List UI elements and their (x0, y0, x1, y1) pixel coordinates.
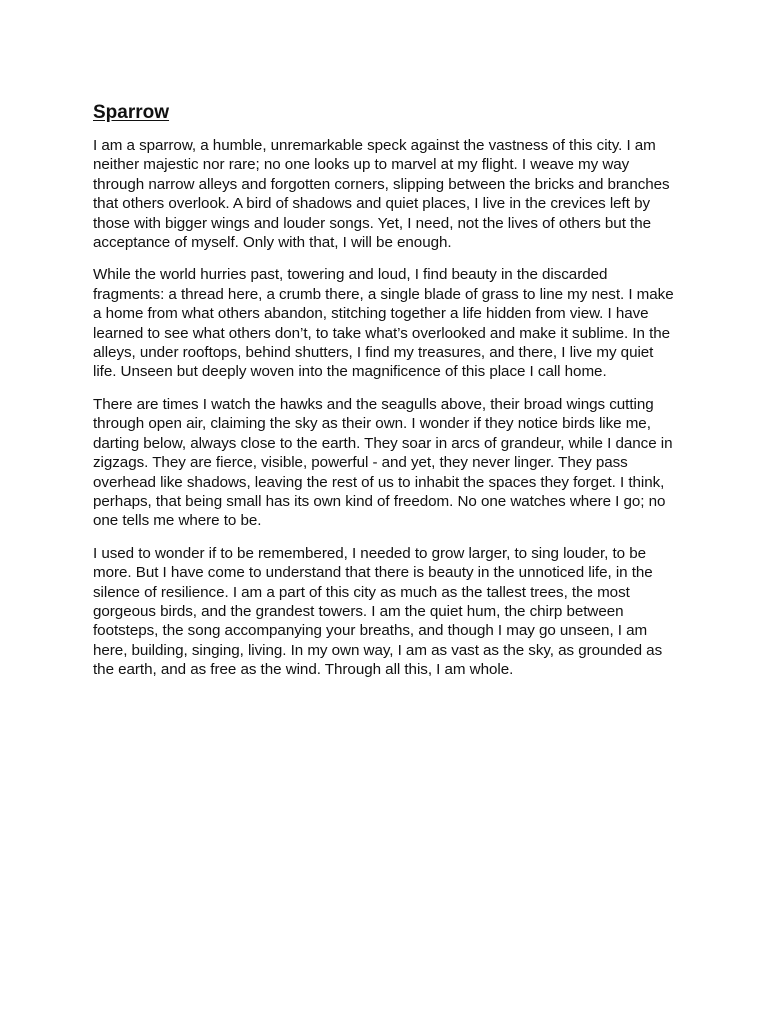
document-page (93, 102, 676, 693)
document-title: Sparrow (93, 102, 170, 123)
paragraph-1: I am a sparrow, a humble, unremarkable speck against the vastness of this city. I am neither majestic nor rare; no one looks up to marvel at my flight. I weave my way through narrow alleys and forgotten corners, slipping between the bricks and branches that others overlook. A bird of shadows and quiet places, I live in the crevices left by those with bigger wings and louder songs. Yet, I need, not the lives of others but the acceptance of myself. Only with that, I will be enough. (93, 137, 670, 252)
paragraph-3: There are times I watch the hawks and the seagulls above, their broad wings cutting through open air, claiming the sky as their own. I wonder if they notice birds like me, darting below, always close to the earth. They soar in arcs of grandeur, while I dance in zigzags. They are fierce, visible, powerful - and yet, they never linger. They pass overhead like shadows, leaving the rest of us to inhabit the spaces they forget. I think, perhaps, that being small has its own kind of freedom. No one watches where I go; no one tells me where to be. (93, 395, 673, 530)
paragraph-2: While the world hurries past, towering and loud, I find beauty in the discarded fragments: a thread here, a crumb there, a single blade of grass to line my nest. I make a home from what others abandon, stitching together a life hidden from view. I have learned to see what others don’t, to take what’s overlooked and make it sublime. In the alleys, under rooftops, behind shutters, I find my treasures, and there, I live my quiet life. Unseen but deeply woven into the magnificence of this place I call home. (93, 266, 674, 381)
paragraph-4: I used to wonder if to be remembered, I needed to grow larger, to sing louder, to be more. But I have come to understand that there is beauty in the unnoticed life, in the silence of resilience. I am a part of this city as much as the tallest trees, the most gorgeous birds, and the grandest towers. I am the quiet hum, the chirp between footsteps, the song accompanying your breaths, and though I may go unseen, I am here, building, singing, living. In my own way, I am as vast as the sky, as grounded as the earth, and as free as the wind. Through all this, I am whole. (93, 544, 663, 679)
